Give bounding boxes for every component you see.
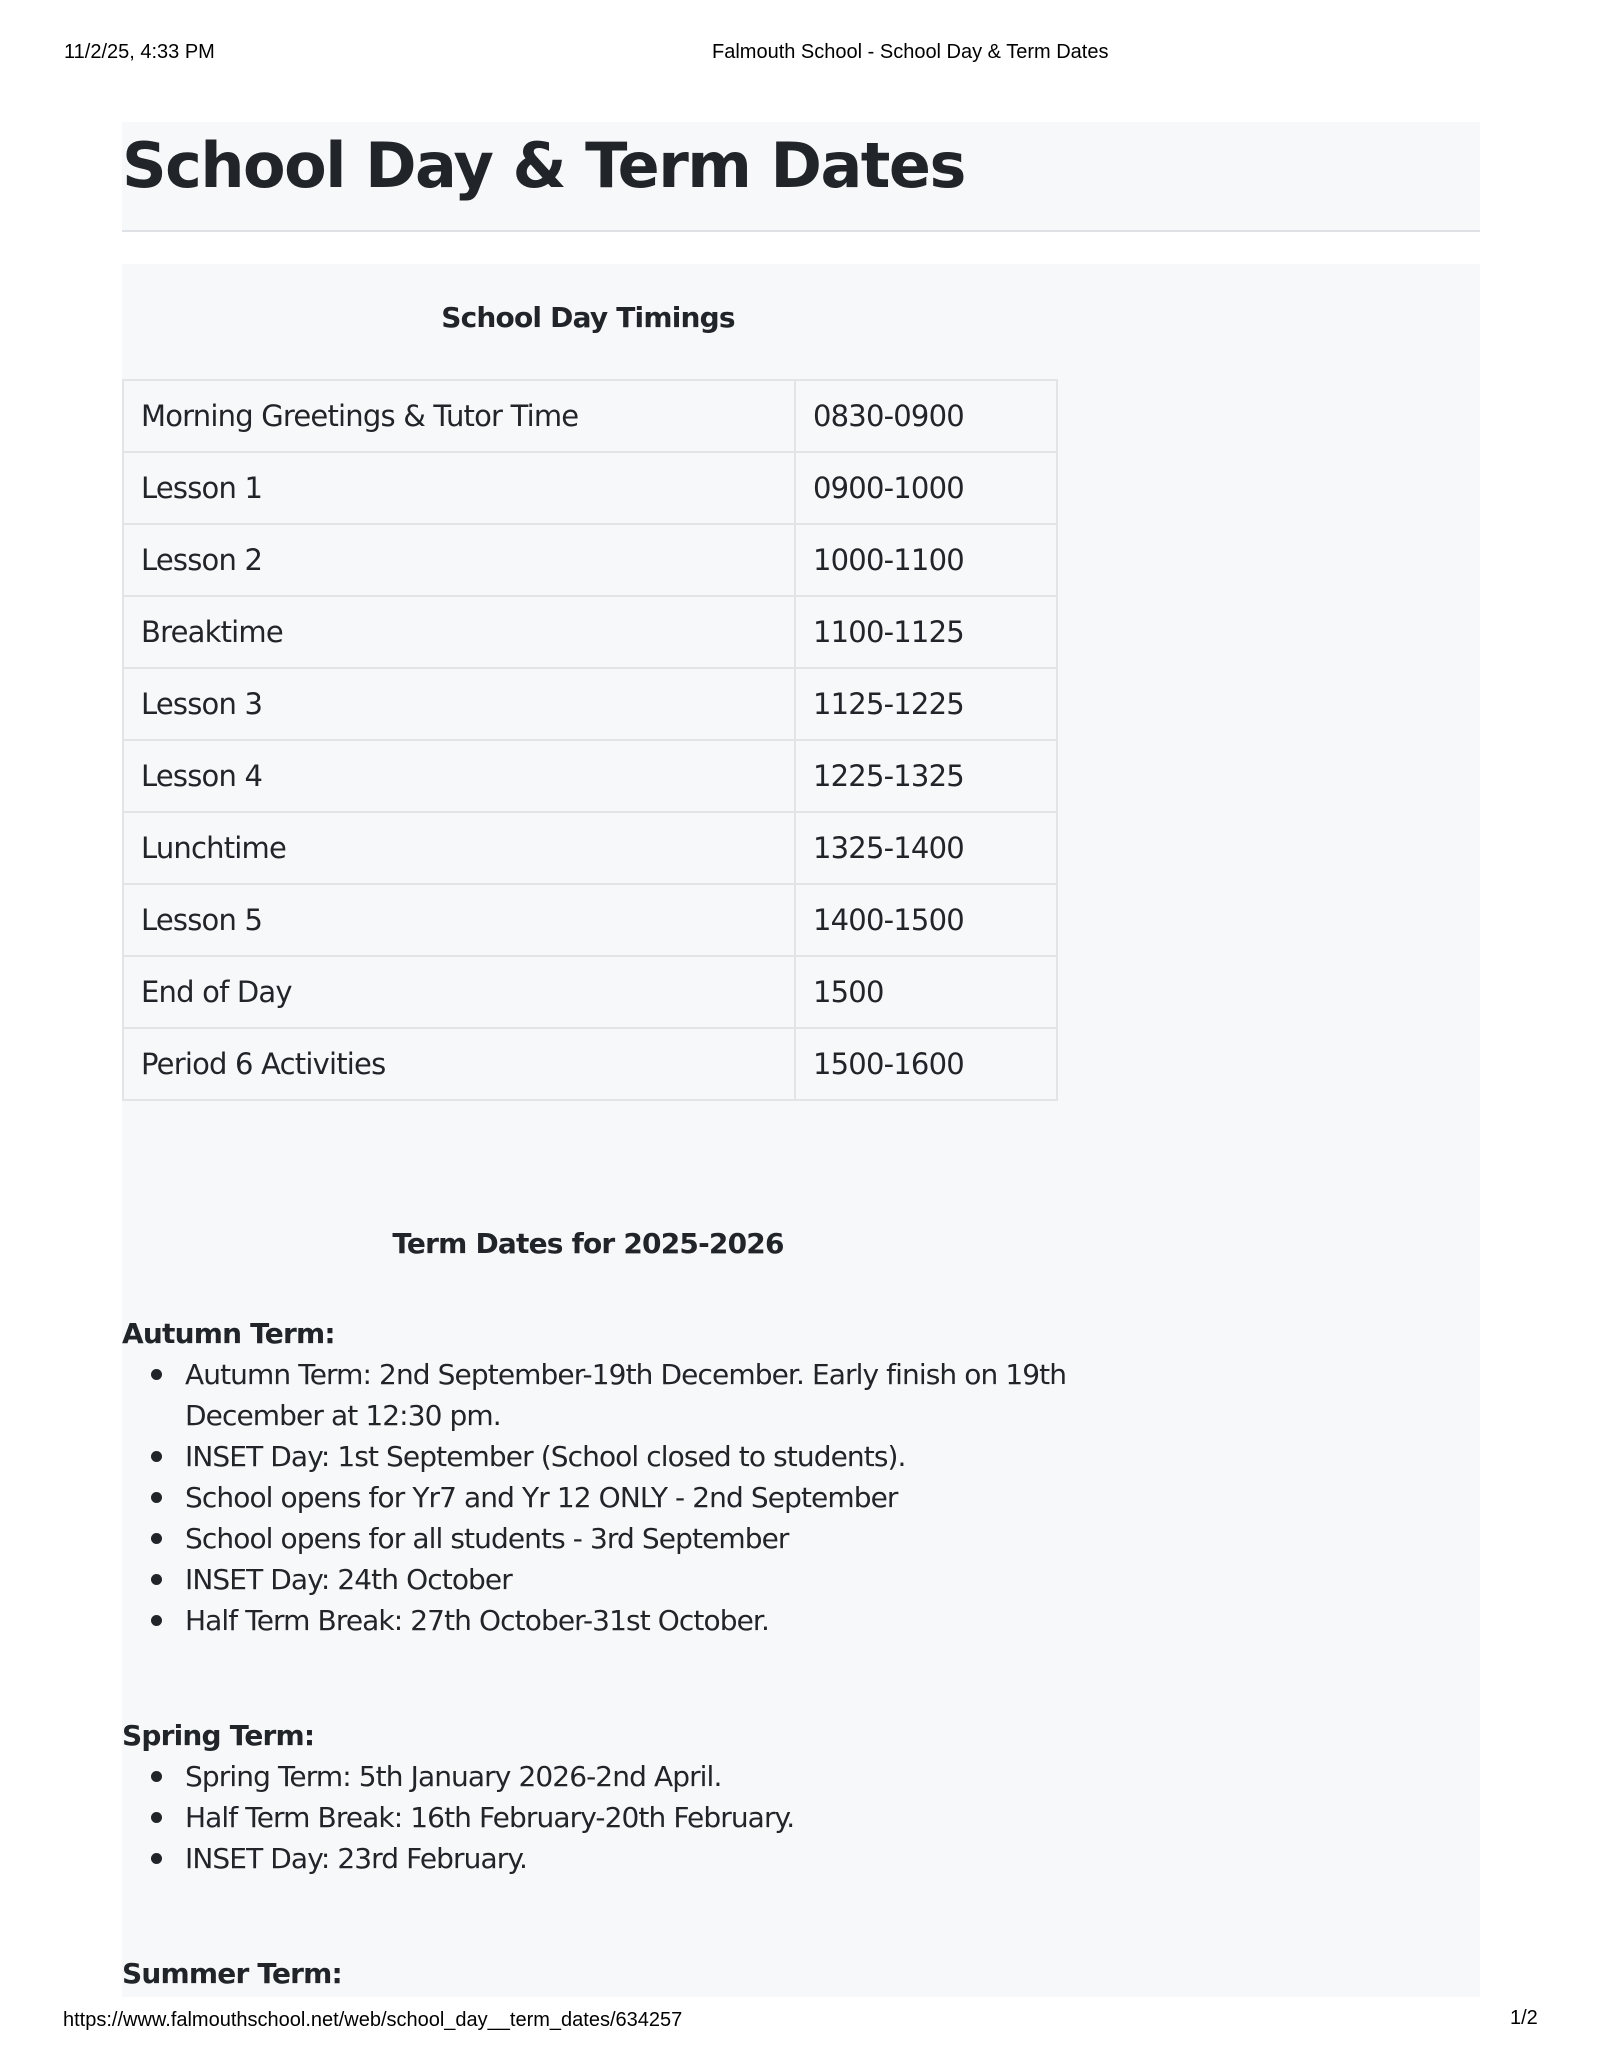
table-row bbox=[123, 596, 1057, 668]
table-row bbox=[123, 956, 1057, 1028]
summer-term-section bbox=[122, 1953, 1082, 1994]
list-item bbox=[185, 1518, 1082, 1559]
bullet-icon bbox=[151, 1369, 162, 1380]
list-item-text: INSET Day: 24th October bbox=[185, 1563, 512, 1596]
activity-cell: Lesson 1 bbox=[123, 452, 795, 524]
bullet-icon bbox=[151, 1492, 162, 1503]
activity-cell: Lesson 4 bbox=[123, 740, 795, 812]
list-item bbox=[185, 1436, 1082, 1477]
time-cell: 1125-1225 bbox=[795, 668, 1057, 740]
spring-term-section bbox=[122, 1715, 1082, 1879]
term-dates-heading: Term Dates for 2025-2026 bbox=[392, 1227, 784, 1260]
list-item bbox=[185, 1559, 1082, 1600]
page-header bbox=[122, 122, 1480, 232]
bullet-icon bbox=[151, 1615, 162, 1626]
list-item bbox=[185, 1756, 1082, 1797]
spring-term-title: Spring Term: bbox=[122, 1719, 315, 1752]
content-panel bbox=[122, 264, 1480, 1997]
autumn-term-list bbox=[122, 1354, 1082, 1641]
list-item-text: Autumn Term: 2nd September-19th December. Early finish on 19th December at 12:30 pm. bbox=[185, 1358, 1067, 1432]
autumn-term-section bbox=[122, 1313, 1082, 1641]
bullet-icon bbox=[151, 1771, 162, 1782]
table-row bbox=[123, 884, 1057, 956]
list-item-text: INSET Day: 1st September (School closed to students). bbox=[185, 1440, 906, 1473]
list-item-text: School opens for Yr7 and Yr 12 ONLY - 2nd September bbox=[185, 1481, 898, 1514]
time-cell: 1100-1125 bbox=[795, 596, 1057, 668]
bullet-icon bbox=[151, 1812, 162, 1823]
time-cell: 1000-1100 bbox=[795, 524, 1057, 596]
bullet-icon bbox=[151, 1853, 162, 1864]
time-cell: 1500 bbox=[795, 956, 1057, 1028]
list-item-text: Half Term Break: 27th October-31st October. bbox=[185, 1604, 769, 1637]
activity-cell: End of Day bbox=[123, 956, 795, 1028]
table-row bbox=[123, 1028, 1057, 1100]
activity-cell: Lesson 2 bbox=[123, 524, 795, 596]
list-item-text: Half Term Break: 16th February-20th February. bbox=[185, 1801, 795, 1834]
table-row bbox=[123, 380, 1057, 452]
activity-cell: Lesson 5 bbox=[123, 884, 795, 956]
activity-cell: Lunchtime bbox=[123, 812, 795, 884]
time-cell: 1225-1325 bbox=[795, 740, 1057, 812]
list-item-text: INSET Day: 23rd February. bbox=[185, 1842, 528, 1875]
bullet-icon bbox=[151, 1533, 162, 1544]
activity-cell: Lesson 3 bbox=[123, 668, 795, 740]
spring-term-list bbox=[122, 1756, 1082, 1879]
table-row bbox=[123, 812, 1057, 884]
table-row bbox=[123, 668, 1057, 740]
print-header-title: Falmouth School - School Day & Term Dates bbox=[712, 41, 1109, 63]
timings-table bbox=[122, 379, 1058, 1101]
list-item bbox=[185, 1354, 1082, 1436]
time-cell: 1500-1600 bbox=[795, 1028, 1057, 1100]
list-item-text: School opens for all students - 3rd September bbox=[185, 1522, 789, 1555]
bullet-icon bbox=[151, 1574, 162, 1585]
time-cell: 1400-1500 bbox=[795, 884, 1057, 956]
print-footer-page-number: 1/2 bbox=[1510, 2007, 1538, 2029]
list-item bbox=[185, 1838, 1082, 1879]
autumn-term-title: Autumn Term: bbox=[122, 1317, 335, 1350]
time-cell: 0830-0900 bbox=[795, 380, 1057, 452]
list-item bbox=[185, 1797, 1082, 1838]
timings-heading: School Day Timings bbox=[441, 301, 735, 334]
print-header-datetime: 11/2/25, 4:33 PM bbox=[64, 41, 215, 63]
time-cell: 0900-1000 bbox=[795, 452, 1057, 524]
list-item bbox=[185, 1600, 1082, 1641]
list-item-text: Spring Term: 5th January 2026-2nd April. bbox=[185, 1760, 722, 1793]
activity-cell: Breaktime bbox=[123, 596, 795, 668]
page-title: School Day & Term Dates bbox=[122, 129, 965, 202]
table-row bbox=[123, 740, 1057, 812]
summer-term-title: Summer Term: bbox=[122, 1957, 342, 1990]
table-row bbox=[123, 452, 1057, 524]
activity-cell: Period 6 Activities bbox=[123, 1028, 795, 1100]
time-cell: 1325-1400 bbox=[795, 812, 1057, 884]
list-item bbox=[185, 1477, 1082, 1518]
activity-cell: Morning Greetings & Tutor Time bbox=[123, 380, 795, 452]
bullet-icon bbox=[151, 1451, 162, 1462]
table-row bbox=[123, 524, 1057, 596]
print-footer-url: https://www.falmouthschool.net/web/school_day__term_dates/634257 bbox=[63, 2009, 683, 2031]
